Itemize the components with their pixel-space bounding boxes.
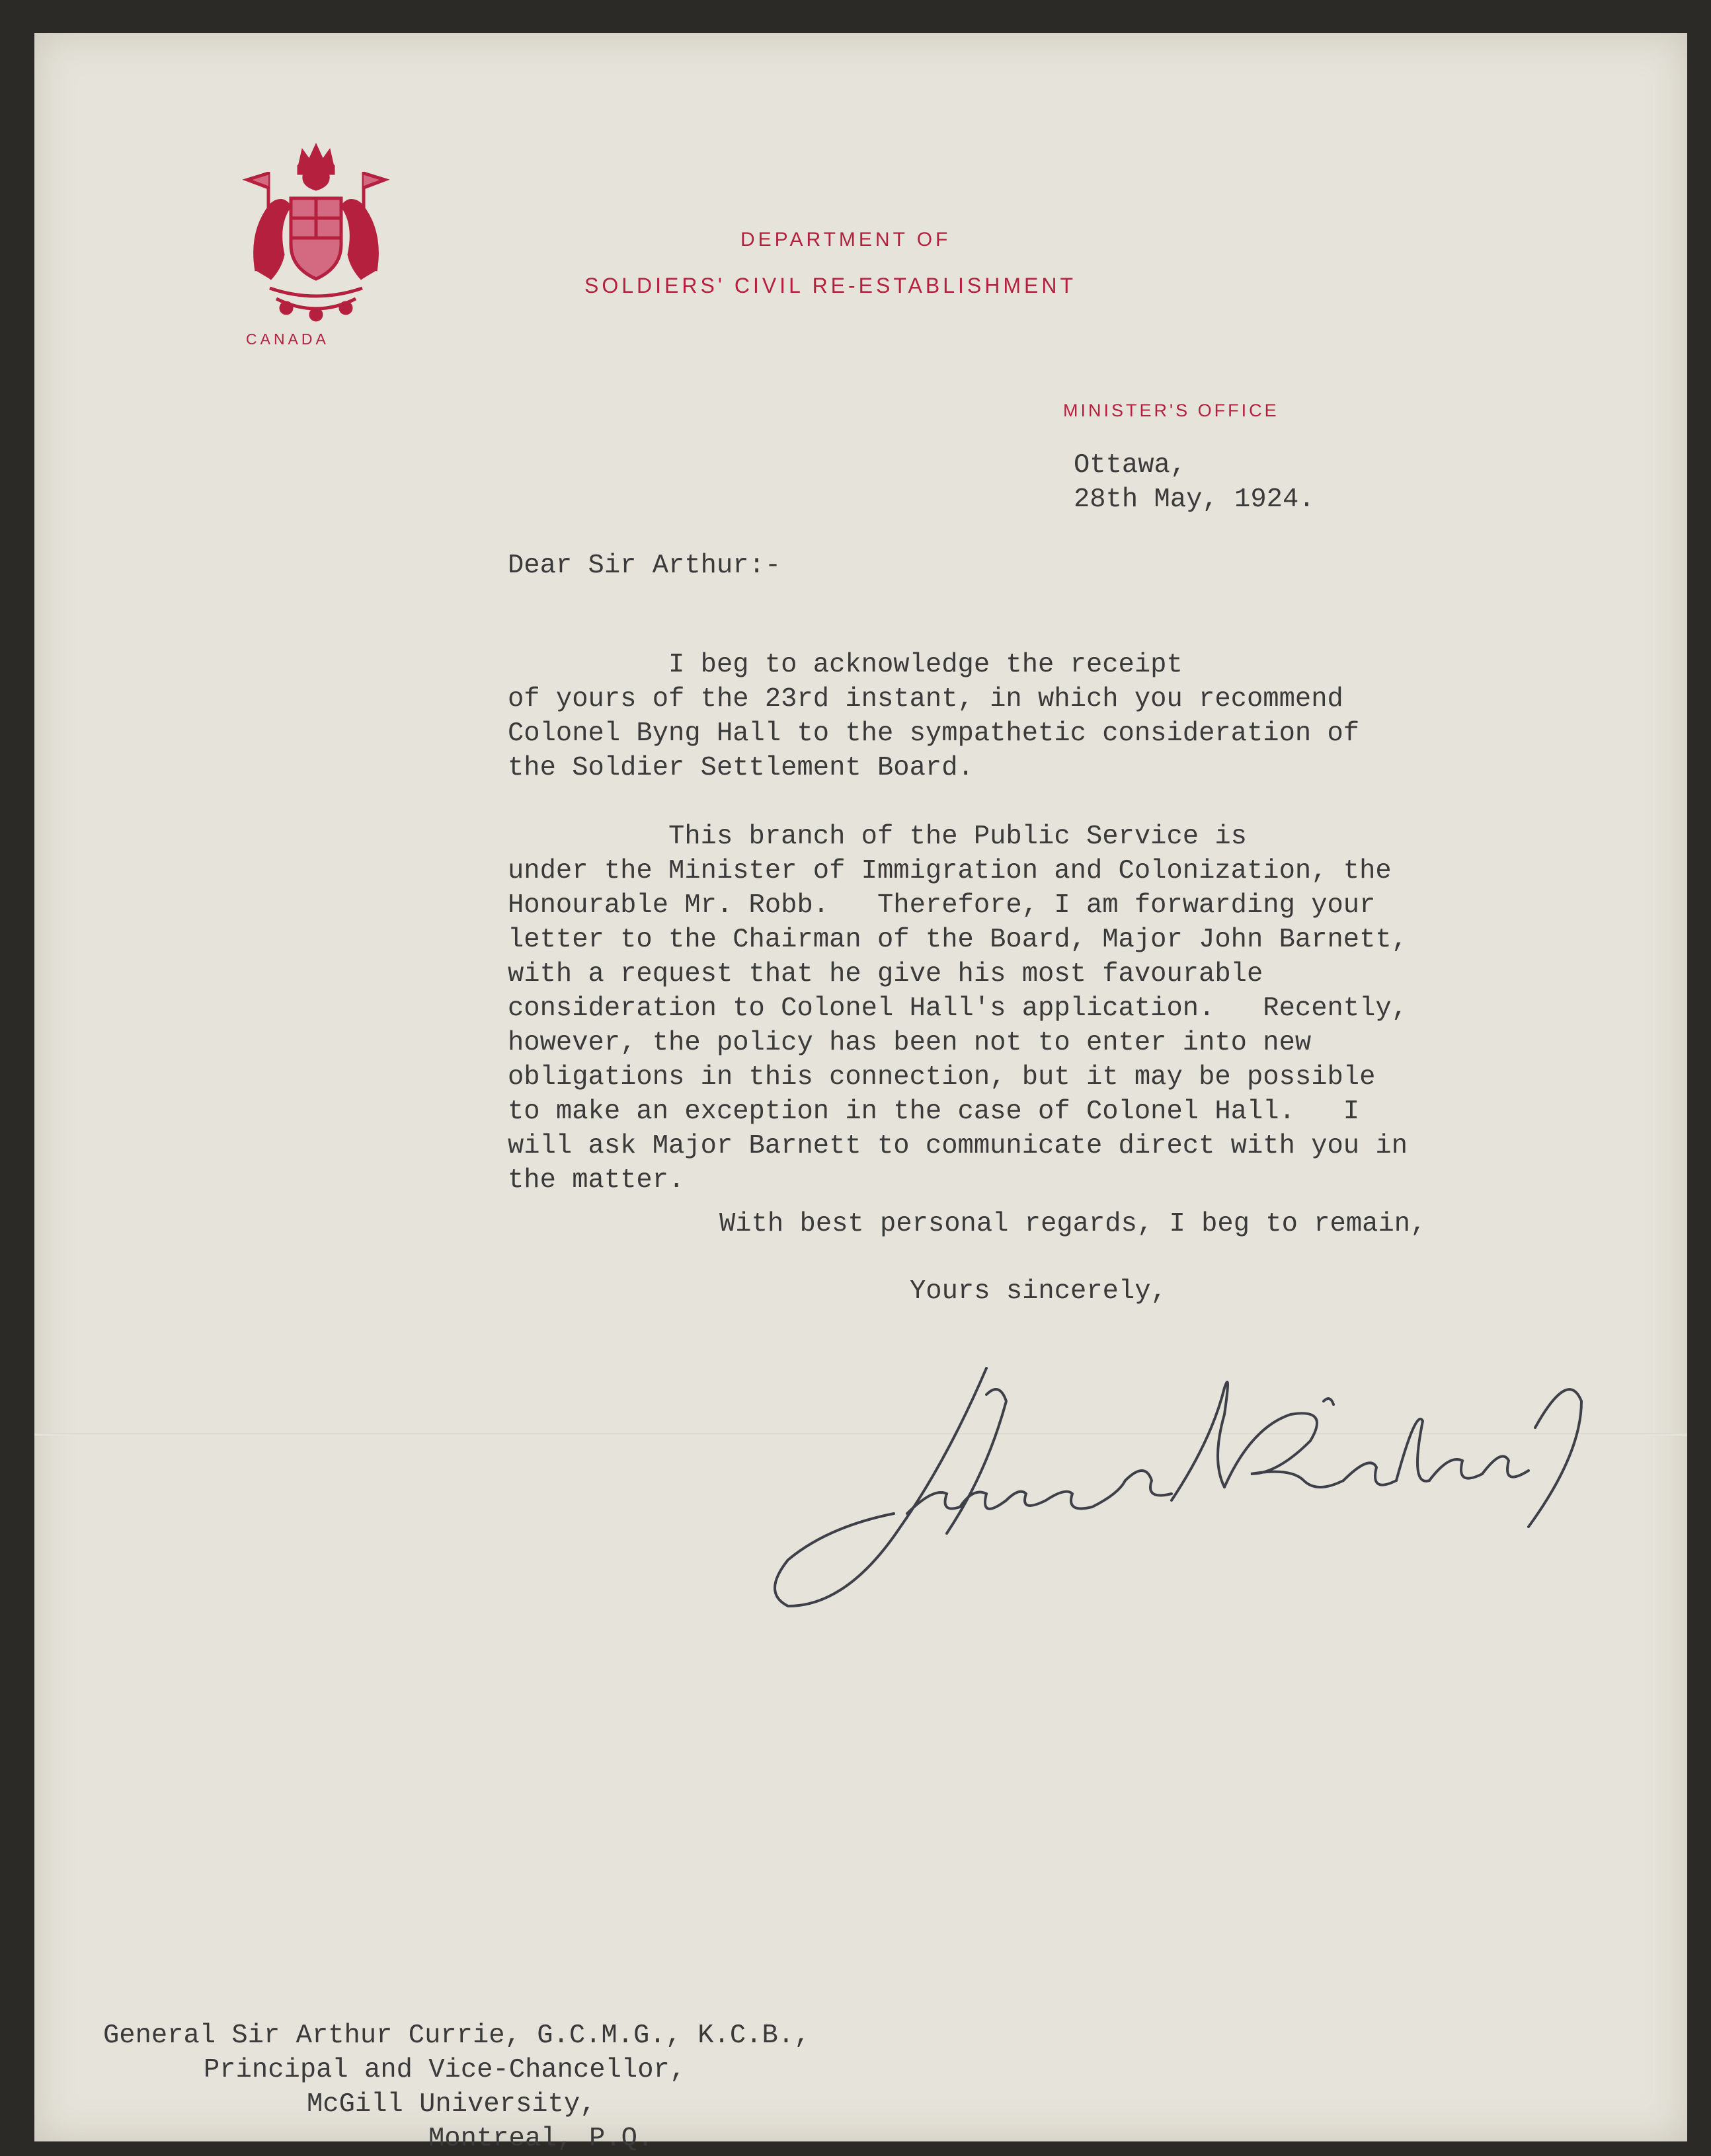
- paragraph2-line: with a request that he give his most favourable: [508, 959, 1263, 989]
- letterhead-department-line2: SOLDIERS' CIVIL RE-ESTABLISHMENT: [584, 274, 1077, 297]
- closing-line: With best personal regards, I beg to remain,: [719, 1209, 1427, 1239]
- paragraph2-line: This branch of the Public Service is: [508, 822, 1247, 852]
- paragraph1-line: Colonel Byng Hall to the sympathetic consideration of: [508, 718, 1360, 749]
- salutation: Dear Sir Arthur:-: [508, 551, 781, 581]
- letter-place: Ottawa,: [1074, 450, 1187, 481]
- recipient-line: Montreal, P.Q.: [428, 2124, 654, 2154]
- recipient-line: Principal and Vice-Chancellor,: [204, 2055, 686, 2085]
- paragraph2-line: obligations in this connection, but it may be possible: [508, 1062, 1376, 1093]
- letter-date: 28th May, 1924.: [1074, 484, 1315, 515]
- letterhead-department-line1: DEPARTMENT OF: [740, 229, 951, 250]
- paragraph2-line: however, the policy has been not to enter into new: [508, 1028, 1312, 1058]
- signature: [748, 1328, 1634, 1639]
- letterhead-office: MINISTER'S OFFICE: [1063, 401, 1279, 420]
- recipient-line: McGill University,: [307, 2089, 596, 2120]
- paragraph1-line: of yours of the 23rd instant, in which you recommend: [508, 684, 1343, 714]
- paragraph2-line: Honourable Mr. Robb. Therefore, I am forwarding your: [508, 890, 1376, 921]
- paragraph2-line: the matter.: [508, 1165, 685, 1196]
- paragraph1-line: the Soldier Settlement Board.: [508, 753, 974, 783]
- paragraph1-line: I beg to acknowledge the receipt: [508, 650, 1183, 680]
- letter-sheet: [34, 33, 1687, 2154]
- recipient-line: General Sir Arthur Currie, G.C.M.G., K.C.B.,: [103, 2021, 811, 2051]
- paragraph2-line: consideration to Colonel Hall's application. Recently,: [508, 993, 1408, 1024]
- paragraph2-line: letter to the Chairman of the Board, Major John Barnett,: [508, 925, 1408, 955]
- coat-of-arms-icon: [230, 132, 402, 324]
- paragraph2-line: to make an exception in the case of Colonel Hall. I: [508, 1097, 1360, 1127]
- valediction: Yours sincerely,: [910, 1276, 1167, 1307]
- paragraph2-line: under the Minister of Immigration and Colonization, the: [508, 856, 1392, 886]
- letterhead-country: CANADA: [246, 330, 329, 348]
- paragraph2-line: will ask Major Barnett to communicate direct with you in: [508, 1131, 1408, 1161]
